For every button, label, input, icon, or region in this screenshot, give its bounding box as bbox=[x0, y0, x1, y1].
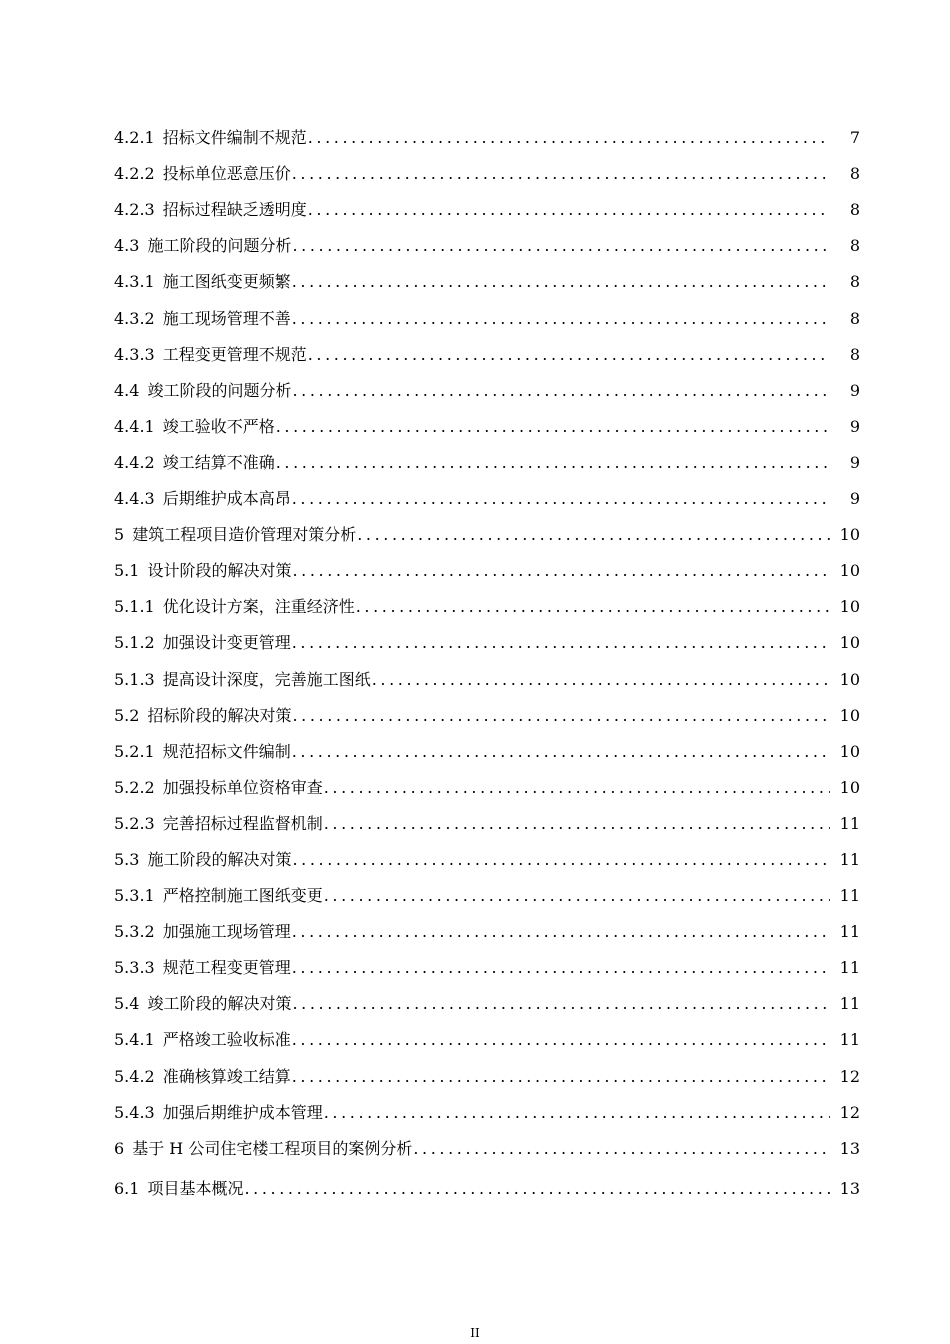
toc-entry-number: 4.2.1 bbox=[114, 128, 155, 148]
toc-entry-number: 5.2 bbox=[114, 705, 140, 725]
toc-dot-leader bbox=[292, 381, 830, 401]
toc-entry[interactable] bbox=[114, 1050, 860, 1086]
toc-entry-number: 5.4.1 bbox=[114, 1030, 155, 1050]
toc-entry-number: 5.2.1 bbox=[114, 741, 155, 761]
toc-entry[interactable] bbox=[114, 762, 860, 798]
toc-entry[interactable] bbox=[114, 148, 860, 184]
toc-entry-page: 11 bbox=[839, 1030, 860, 1050]
toc-entry-page: 11 bbox=[839, 922, 860, 942]
toc-entry-number: 4.3.1 bbox=[114, 272, 155, 292]
toc-dot-leader bbox=[292, 272, 830, 292]
toc-dot-leader bbox=[292, 958, 830, 978]
toc-entry-number: 4.4.2 bbox=[114, 452, 155, 472]
toc-entry-page: 8 bbox=[849, 272, 860, 292]
toc-entry[interactable] bbox=[114, 473, 860, 509]
toc-entry-title: 提高设计深度，完善施工图纸 bbox=[162, 669, 371, 689]
toc-entry-number: 5.3.3 bbox=[114, 958, 155, 978]
toc-entry-page: 9 bbox=[849, 416, 860, 436]
toc-entry-title: 投标单位恶意压价 bbox=[162, 164, 291, 184]
toc-entry-title: 严格控制施工图纸变更 bbox=[162, 886, 323, 906]
toc-entry-page: 12 bbox=[839, 1066, 860, 1086]
toc-entry[interactable] bbox=[114, 256, 860, 292]
toc-entry-page: 11 bbox=[839, 849, 860, 869]
toc-dot-leader bbox=[244, 1179, 830, 1199]
toc-entry[interactable] bbox=[114, 112, 860, 148]
toc-entry-page: 10 bbox=[839, 669, 860, 689]
toc-entry-number: 5.4.2 bbox=[114, 1066, 155, 1086]
toc-entry-title: 施工图纸变更频繁 bbox=[162, 272, 291, 292]
toc-entry-page: 11 bbox=[839, 958, 860, 978]
toc-entry-number: 4.4.1 bbox=[114, 416, 155, 436]
toc-entry[interactable] bbox=[114, 581, 860, 617]
toc-entry-number: 4.3 bbox=[114, 236, 140, 256]
toc-entry-number: 5.1.1 bbox=[114, 597, 155, 617]
toc-entry-page: 7 bbox=[849, 128, 860, 148]
toc-entry-title: 准确核算竣工结算 bbox=[162, 1066, 291, 1086]
toc-entry-title: 严格竣工验收标准 bbox=[162, 1030, 291, 1050]
toc-entry-title: 设计阶段的解决对策 bbox=[147, 561, 292, 581]
toc-dot-leader bbox=[324, 814, 830, 834]
toc-entry-page: 10 bbox=[839, 705, 860, 725]
toc-entry[interactable] bbox=[114, 329, 860, 365]
toc-entry-title: 竣工验收不严格 bbox=[162, 416, 275, 436]
toc-entry[interactable] bbox=[114, 509, 860, 545]
toc-entry[interactable] bbox=[114, 365, 860, 401]
toc-entry-number: 6.1 bbox=[114, 1178, 140, 1198]
toc-dot-leader bbox=[308, 345, 830, 365]
toc-entry[interactable] bbox=[114, 653, 860, 689]
toc-entry-title: 施工现场管理不善 bbox=[162, 308, 291, 328]
toc-entry-title: 基于 H 公司住宅楼工程项目的案例分析 bbox=[132, 1138, 413, 1158]
toc-entry-number: 5.3.2 bbox=[114, 922, 155, 942]
toc-entry-number: 5.3.1 bbox=[114, 886, 155, 906]
toc-entry-title: 招标文件编制不规范 bbox=[162, 128, 307, 148]
toc-entry[interactable] bbox=[114, 292, 860, 328]
toc-entry-number: 5.1 bbox=[114, 561, 140, 581]
toc-entry-page: 8 bbox=[849, 344, 860, 364]
toc-entry[interactable] bbox=[114, 220, 860, 256]
toc-entry[interactable] bbox=[114, 978, 860, 1014]
toc-entry-title: 施工阶段的解决对策 bbox=[147, 849, 292, 869]
toc-entry-number: 5.2.3 bbox=[114, 813, 155, 833]
toc-entry-number: 4.4.3 bbox=[114, 489, 155, 509]
toc-entry-page: 12 bbox=[839, 1102, 860, 1122]
toc-dot-leader bbox=[308, 128, 830, 148]
toc-dot-leader bbox=[292, 1067, 830, 1087]
toc-entry-number: 5.1.2 bbox=[114, 633, 155, 653]
toc-dot-leader bbox=[292, 922, 830, 942]
toc-entry[interactable] bbox=[114, 437, 860, 473]
toc-entry-title: 竣工阶段的问题分析 bbox=[147, 380, 292, 400]
toc-dot-leader bbox=[292, 633, 830, 653]
toc-entry-title: 竣工结算不准确 bbox=[162, 452, 275, 472]
page-number-footer: II bbox=[470, 1326, 480, 1340]
toc-entry-number: 4.3.3 bbox=[114, 344, 155, 364]
toc-dot-leader bbox=[292, 164, 830, 184]
toc-entry-page: 8 bbox=[849, 164, 860, 184]
toc-entry-title: 加强后期维护成本管理 bbox=[162, 1102, 323, 1122]
toc-entry[interactable] bbox=[114, 401, 860, 437]
toc-entry-title: 竣工阶段的解决对策 bbox=[147, 994, 292, 1014]
toc-entry-page: 10 bbox=[839, 633, 860, 653]
toc-entry-number: 4.3.2 bbox=[114, 308, 155, 328]
toc-entry-page: 10 bbox=[839, 741, 860, 761]
toc-entry[interactable] bbox=[114, 184, 860, 220]
toc-entry-page: 10 bbox=[839, 561, 860, 581]
toc-dot-leader bbox=[292, 1030, 830, 1050]
toc-entry-page: 10 bbox=[839, 777, 860, 797]
toc-entry-page: 11 bbox=[839, 994, 860, 1014]
toc-entry-page: 10 bbox=[839, 597, 860, 617]
toc-entry-number: 4.4 bbox=[114, 380, 140, 400]
toc-entry-page: 11 bbox=[839, 813, 860, 833]
toc-entry-title: 优化设计方案，注重经济性 bbox=[162, 597, 355, 617]
toc-entry-number: 5.4 bbox=[114, 994, 140, 1014]
toc-entry-title: 工程变更管理不规范 bbox=[162, 344, 307, 364]
toc-dot-leader bbox=[276, 453, 830, 473]
toc-dot-leader bbox=[292, 850, 830, 870]
toc-dot-leader bbox=[324, 1103, 830, 1123]
toc-entry-page: 11 bbox=[839, 886, 860, 906]
toc-entry-title: 后期维护成本高昂 bbox=[162, 489, 291, 509]
toc-entry-number: 5.4.3 bbox=[114, 1102, 155, 1122]
toc-entry-page: 13 bbox=[839, 1138, 860, 1158]
toc-dot-leader bbox=[292, 309, 830, 329]
toc-dot-leader bbox=[292, 742, 830, 762]
toc-entry[interactable] bbox=[114, 1087, 860, 1123]
toc-entry-title: 完善招标过程监督机制 bbox=[162, 813, 323, 833]
toc-entry[interactable] bbox=[114, 545, 860, 581]
toc-entry-title: 建筑工程项目造价管理对策分析 bbox=[132, 525, 357, 545]
toc-entry[interactable] bbox=[114, 690, 860, 726]
toc-entry-title: 规范招标文件编制 bbox=[162, 741, 291, 761]
toc-entry[interactable] bbox=[114, 942, 860, 978]
toc-entry[interactable] bbox=[114, 1123, 860, 1159]
toc-entry-page: 8 bbox=[849, 200, 860, 220]
toc-entry-page: 9 bbox=[849, 489, 860, 509]
toc-dot-leader bbox=[292, 236, 830, 256]
toc-dot-leader bbox=[308, 200, 830, 220]
toc-entry-title: 加强投标单位资格审查 bbox=[162, 777, 323, 797]
toc-entry-title: 加强设计变更管理 bbox=[162, 633, 291, 653]
toc-entry-number: 5.2.2 bbox=[114, 777, 155, 797]
toc-entry-page: 9 bbox=[849, 452, 860, 472]
toc-entry-number: 6 bbox=[114, 1138, 125, 1158]
toc-entry-number: 5.1.3 bbox=[114, 669, 155, 689]
toc-dot-leader bbox=[413, 1139, 830, 1159]
toc-entry[interactable] bbox=[114, 834, 860, 870]
toc-dot-leader bbox=[292, 561, 830, 581]
toc-entry-title: 项目基本概况 bbox=[147, 1178, 244, 1198]
toc-dot-leader bbox=[324, 778, 830, 798]
toc-entry-number: 5.3 bbox=[114, 849, 140, 869]
toc-entry-page: 9 bbox=[849, 380, 860, 400]
toc-entry-title: 施工阶段的问题分析 bbox=[147, 236, 292, 256]
toc-entry-number: 4.2.2 bbox=[114, 164, 155, 184]
toc-entry[interactable] bbox=[114, 1159, 860, 1199]
toc-dot-leader bbox=[292, 706, 830, 726]
toc-entry-title: 招标过程缺乏透明度 bbox=[162, 200, 307, 220]
toc-entry[interactable] bbox=[114, 1014, 860, 1050]
toc-dot-leader bbox=[372, 670, 830, 690]
toc-entry[interactable] bbox=[114, 726, 860, 762]
toc-entry-page: 8 bbox=[849, 308, 860, 328]
toc-entry-page: 13 bbox=[839, 1178, 860, 1198]
toc-entry-title: 招标阶段的解决对策 bbox=[147, 705, 292, 725]
toc-entry[interactable] bbox=[114, 798, 860, 834]
toc-dot-leader bbox=[292, 994, 830, 1014]
toc-entry-title: 加强施工现场管理 bbox=[162, 922, 291, 942]
toc-entry[interactable] bbox=[114, 870, 860, 906]
table-of-contents bbox=[114, 112, 860, 1199]
toc-entry-page: 10 bbox=[839, 525, 860, 545]
toc-dot-leader bbox=[357, 525, 830, 545]
toc-dot-leader bbox=[276, 417, 830, 437]
toc-entry[interactable] bbox=[114, 906, 860, 942]
toc-dot-leader bbox=[324, 886, 830, 906]
toc-entry-number: 4.2.3 bbox=[114, 200, 155, 220]
toc-entry[interactable] bbox=[114, 617, 860, 653]
toc-entry-number: 5 bbox=[114, 525, 125, 545]
toc-entry-page: 8 bbox=[849, 236, 860, 256]
toc-dot-leader bbox=[356, 597, 830, 617]
toc-dot-leader bbox=[292, 489, 830, 509]
toc-entry-title: 规范工程变更管理 bbox=[162, 958, 291, 978]
